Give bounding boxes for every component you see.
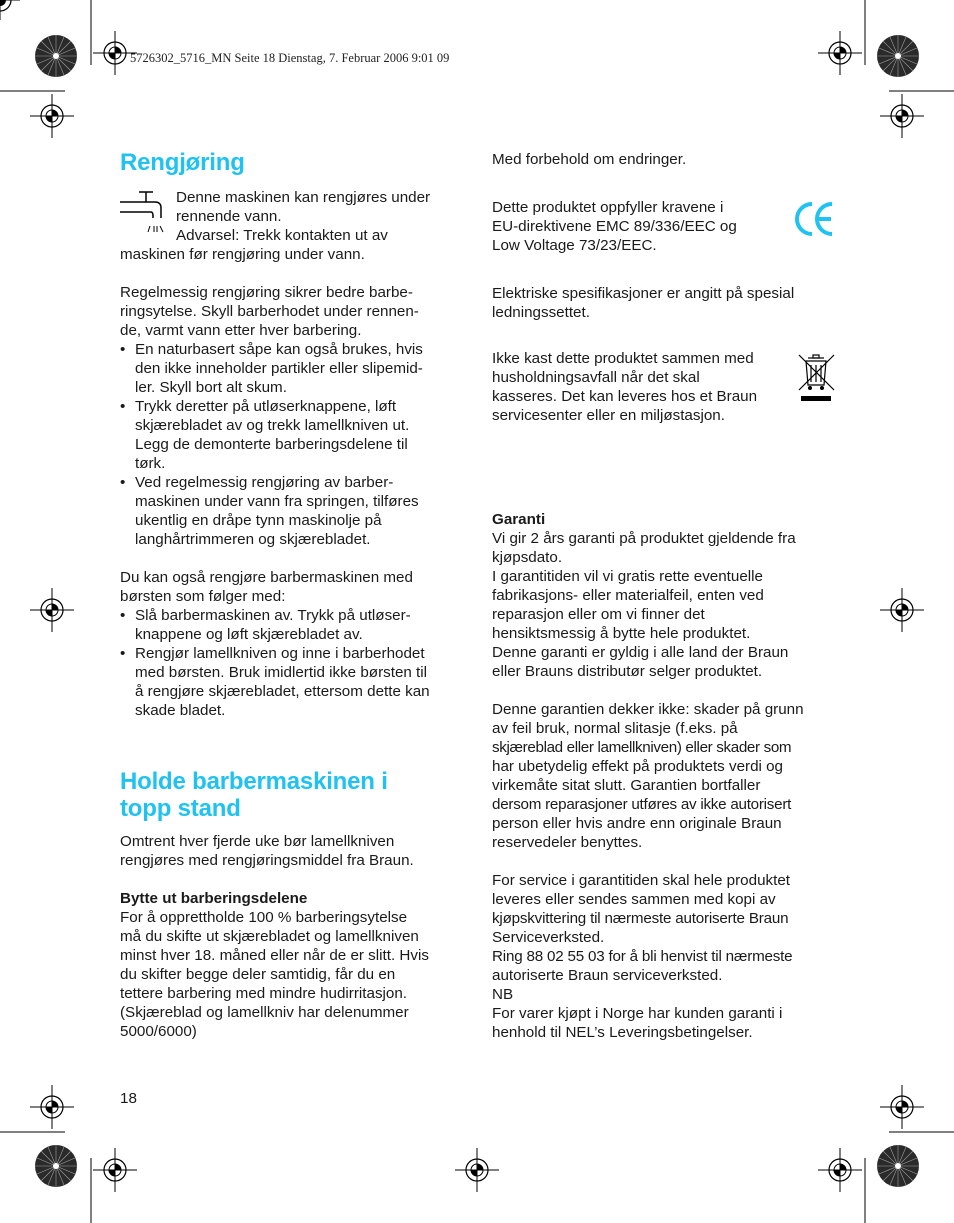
list-item: • Rengjør lamellkniven og inne i barberhodet med børsten. Bruk imidlertid ikke børsten til å rengjøre skjærebladet, ettersom dette kan skade bladet. xyxy=(120,644,465,720)
text-line: Omtrent hver fjerde uke bør lamellkniven xyxy=(120,833,395,850)
heading-rengjoring: Rengjøring xyxy=(120,149,245,176)
text-line: ringsytelse. Skyll barberhodet under rennen- xyxy=(120,303,419,320)
list-item: • En naturbasert såpe kan også brukes, hvis den ikke inneholder partikler eller slipemid- ler. Skyll bort alt skum. xyxy=(120,340,465,397)
text-line: de, varmt vann etter hver barbering. xyxy=(120,322,362,339)
guarantee-section: Garanti Vi gir 2 års garanti på produktet gjeldende fra kjøpsdato. I garantitiden vil vi gratis rette eventuelle fabrikasjons- eller materialfeil, enten ved reparasjon eller om vi finner det hensiktsmessig å bytte hele produktet. Denne garanti er gyldig i alle land der Braun eller Brauns distributør selger produktet. Denne garantien dekker ikke: skader på grunn av feil bruk, normal slitasje (f.eks. på skjæreblad eller lamellkniven) eller skader som har ubetydelig effekt på produktets verdi og virkemåte sitat slutt. Garantien bortfaller dersom reparasjoner utføres av ikke autorisert person eller hvis andre enn originale Braun reservedeler benyttes. For service i garantitiden skal hele produktet leveres eller sendes sammen med kopi av kjøpskvittering til nærmeste autoriserte Braun Serviceverksted. Ring 88 02 55 03 for å bli henvist til nærmeste autoriserte Braun serviceverksted. NB For varer kjøpt i Norge har kunden garanti i henhold til NEL’s Leveringsbetingelser. xyxy=(492,510,837,1042)
text-line: minst hver 18. måned eller når de er slitt. Hvis xyxy=(120,947,429,964)
text-line: rennende vann. xyxy=(176,208,282,225)
brush-bullets xyxy=(120,606,465,720)
cleaning-body xyxy=(120,283,465,720)
tap-warning-text xyxy=(176,188,430,245)
disposal-text: Ikke kast dette produktet sammen med husholdningsavfall når det skal kasseres. Det kan leveres hos et Braun servicesenter eller en miljøstasjon. xyxy=(492,350,758,424)
text-line: du skifter begge deler samtidig, får du en xyxy=(120,966,396,983)
text-line: børsten som følger med: xyxy=(120,588,286,605)
maintenance-body xyxy=(120,832,465,1041)
page-number: 18 xyxy=(120,1090,137,1107)
tap-warning-cont: maskinen før rengjøring under vann. xyxy=(120,246,365,263)
text-line: 5000/6000) xyxy=(120,1023,197,1040)
text-line: rengjøres med rengjøringsmiddel fra Braun. xyxy=(120,852,414,869)
crossed-bin-icon xyxy=(796,352,838,406)
ce-compliance-text: Dette produktet oppfyller kravene i EU-direktivene EMC 89/336/EEC og Low Voltage 73/23/EEC. xyxy=(492,199,737,254)
print-slug: 5726302_5716_MN Seite 18 Dienstag, 7. Februar 2006 9:01 09 xyxy=(130,51,450,65)
text-line: må du skifte ut skjærebladet og lamellkniven xyxy=(120,928,419,945)
subheading-replace-parts: Bytte ut barberingsdelene xyxy=(120,890,308,907)
tap-water-icon xyxy=(117,188,167,234)
text-line: Du kan også rengjøre barbermaskinen med xyxy=(120,569,413,586)
list-item: • Trykk deretter på utløserknappene, løft skjærebladet av og trekk lamellkniven ut. Legg de demonterte barberingsdelene til tørk. xyxy=(120,397,465,473)
guarantee-heading: Garanti xyxy=(492,511,546,528)
changes-notice: Med forbehold om endringer. xyxy=(492,151,687,168)
electrical-specs-text: Elektriske spesifikasjoner er angitt på spesial ledningssettet. xyxy=(492,285,795,321)
text-line: For å opprettholde 100 % barberingsytelse xyxy=(120,909,408,926)
heading-maintenance: Holde barbermaskinen i topp stand xyxy=(120,768,388,822)
text-line: Denne maskinen kan rengjøres under xyxy=(176,189,431,206)
text-line: Advarsel: Trekk kontakten ut av xyxy=(176,227,388,244)
list-item: • Ved regelmessig rengjøring av barber- maskinen under vann fra springen, tilføres ukentlig en dråpe tynn maskinolje på langhårtrimmeren og skjærebladet. xyxy=(120,473,465,549)
text-line: (Skjæreblad og lamellkniv har delenummer xyxy=(120,1004,409,1021)
cleaning-bullets xyxy=(120,340,465,549)
text-line: Regelmessig rengjøring sikrer bedre barbe- xyxy=(120,284,413,301)
ce-mark-icon xyxy=(795,200,835,238)
list-item: • Slå barbermaskinen av. Trykk på utløser- knappene og løft skjærebladet av. xyxy=(120,606,465,644)
text-line: tettere barbering med mindre hudirritasjon. xyxy=(120,985,408,1002)
